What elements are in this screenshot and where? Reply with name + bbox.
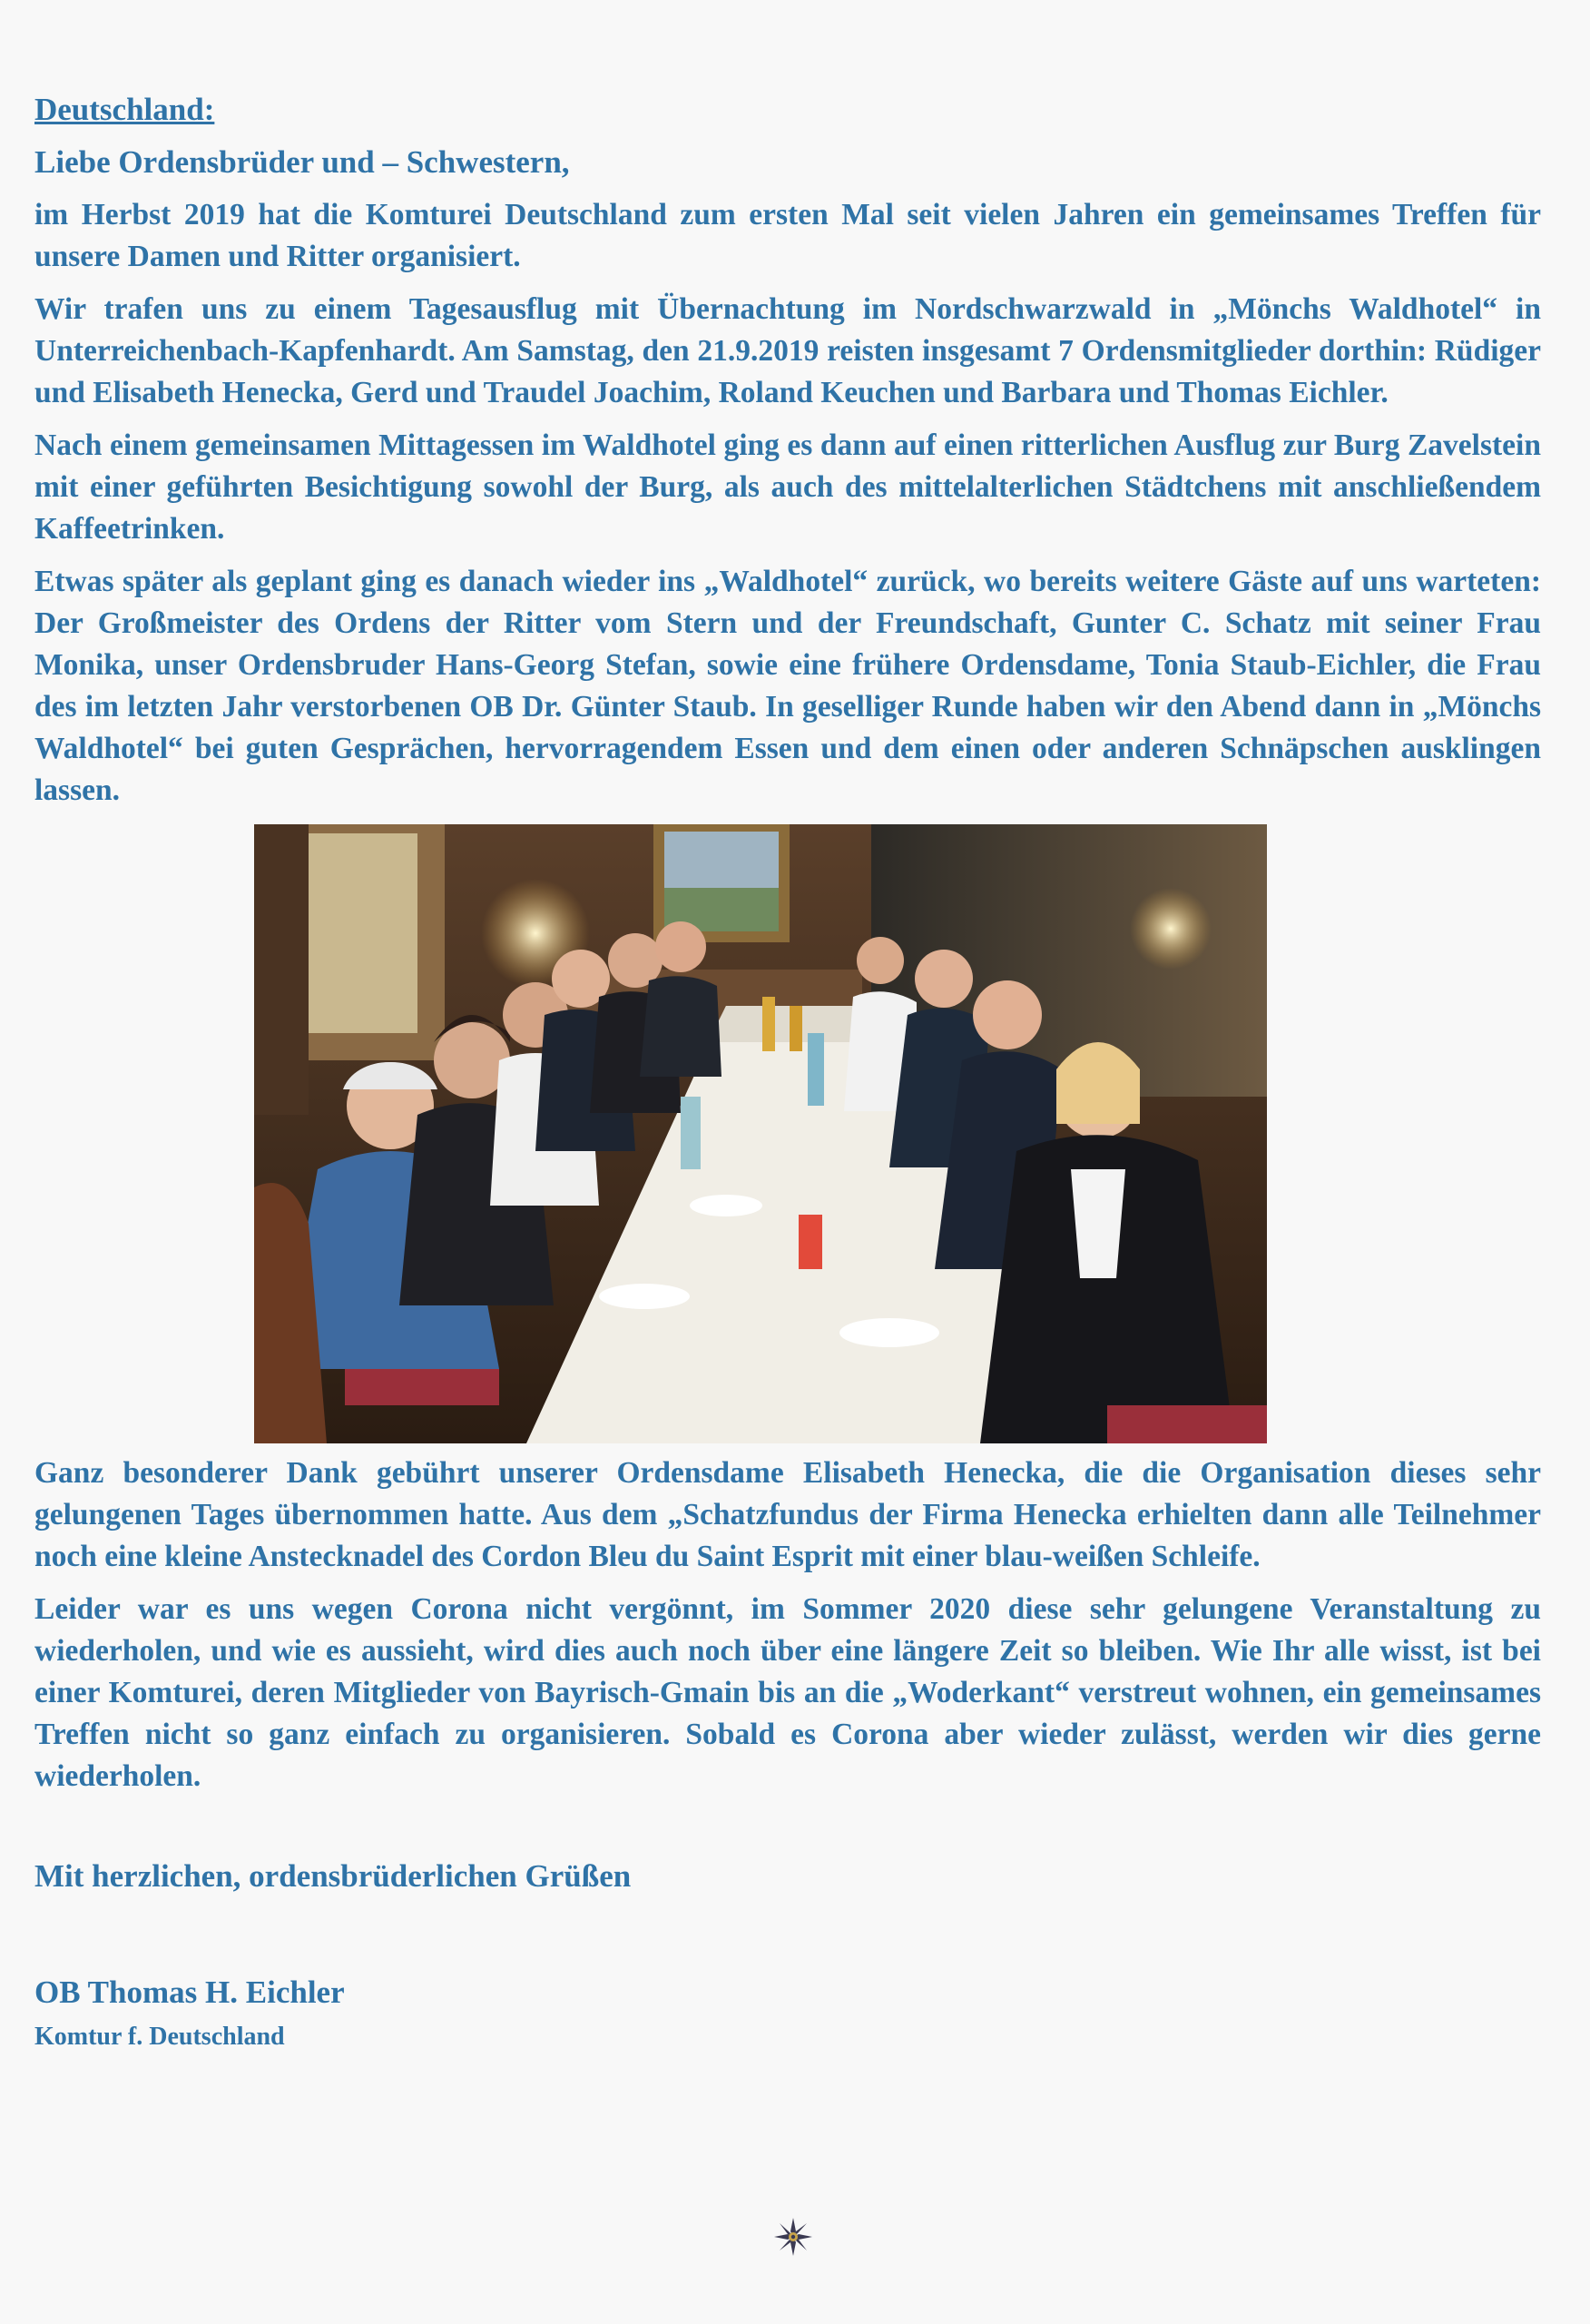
group-dinner-photo — [254, 824, 1267, 1443]
letter — [34, 89, 1541, 2055]
signer-name: OB Thomas H. Eichler — [34, 1974, 345, 2010]
paragraph-intro: im Herbst 2019 hat die Komturei Deutschland zum ersten Mal seit vielen Jahren ein gemeinsames Treffen für unsere Damen und Ritter organisiert. — [34, 198, 1541, 273]
paragraph-corona: Leider war es uns wegen Corona nicht vergönnt, im Sommer 2020 diese sehr gelungene Veranstaltung zu wiederholen, und wie es aussieht, wird dies auch noch über eine längere Zeit so bleiben. Wie Ihr alle wisst, ist bei einer Komturei, deren Mitglieder von Bayrisch-Gmain bis an die „Woderkant“ verstreut wohnen, ein gemeinsames Treffen nicht so ganz einfach zu organisieren. Sobald es Corona aber wieder zulässt, werden wir dies gerne wiederholen. — [34, 1592, 1541, 1793]
paragraph-trip: Wir trafen uns zu einem Tagesausflug mit Übernachtung im Nordschwarzwald in „Mönchs Waldhotel“ in Unterreichenbach-Kapfenhardt. Am Samstag, den 21.9.2019 reisten insgesamt 7 Ordensmitglieder dorthin: Rüdiger und Elisabeth Henecka, Gerd und Traudel Joachim, Roland Keuchen und Barbara und Thomas Eichler. — [34, 292, 1541, 409]
paragraph-evening: Etwas später als geplant ging es danach wieder ins „Waldhotel“ zurück, wo bereits weitere Gäste auf uns warteten: Der Großmeister des Ordens der Ritter vom Stern und der Freundschaft, Gunter C. Schatz mit seiner Frau Monika, unser Ordensbruder Hans-Georg Stefan, sowie eine frühere Ordensdame, Tonia Staub-Eichler, die Frau des im letzten Jahr verstorbenen OB Dr. Günter Staub. In geselliger Runde haben wir den Abend dann in „Mönchs Waldhotel“ bei guten Gesprächen, hervorragendem Essen und dem einen oder anderen Schnäpschen ausklingen lassen. — [34, 565, 1541, 807]
paragraph-thanks: Ganz besonderer Dank gebührt unserer Ordensdame Elisabeth Henecka, die die Organisation dieses sehr gelungenen Tages übernommen hatte. Aus dem „Schatzfundus der Firma Henecka erhielten dann alle Teilnehmer noch eine kleine Anstecknadel des Cordon Bleu du Saint Esprit mit einer blau-weißen Schleife. — [34, 1456, 1541, 1573]
paragraph-excursion: Nach einem gemeinsamen Mittagessen im Waldhotel ging es dann auf einen ritterlichen Ausflug zur Burg Zavelstein mit einer geführten Besichtigung sowohl der Burg, als auch des mittelalterlichen Städtchens mit anschließendem Kaffeetrinken. — [34, 428, 1541, 546]
section-heading: Deutschland: — [34, 92, 215, 127]
order-star-emblem-icon — [773, 2217, 813, 2257]
closing-line: Mit herzlichen, ordensbrüderlichen Grüßen — [34, 1858, 632, 1894]
salutation: Liebe Ordensbrüder und – Schwestern, — [34, 144, 570, 180]
signer-title: Komtur f. Deutschland — [34, 2023, 285, 2051]
